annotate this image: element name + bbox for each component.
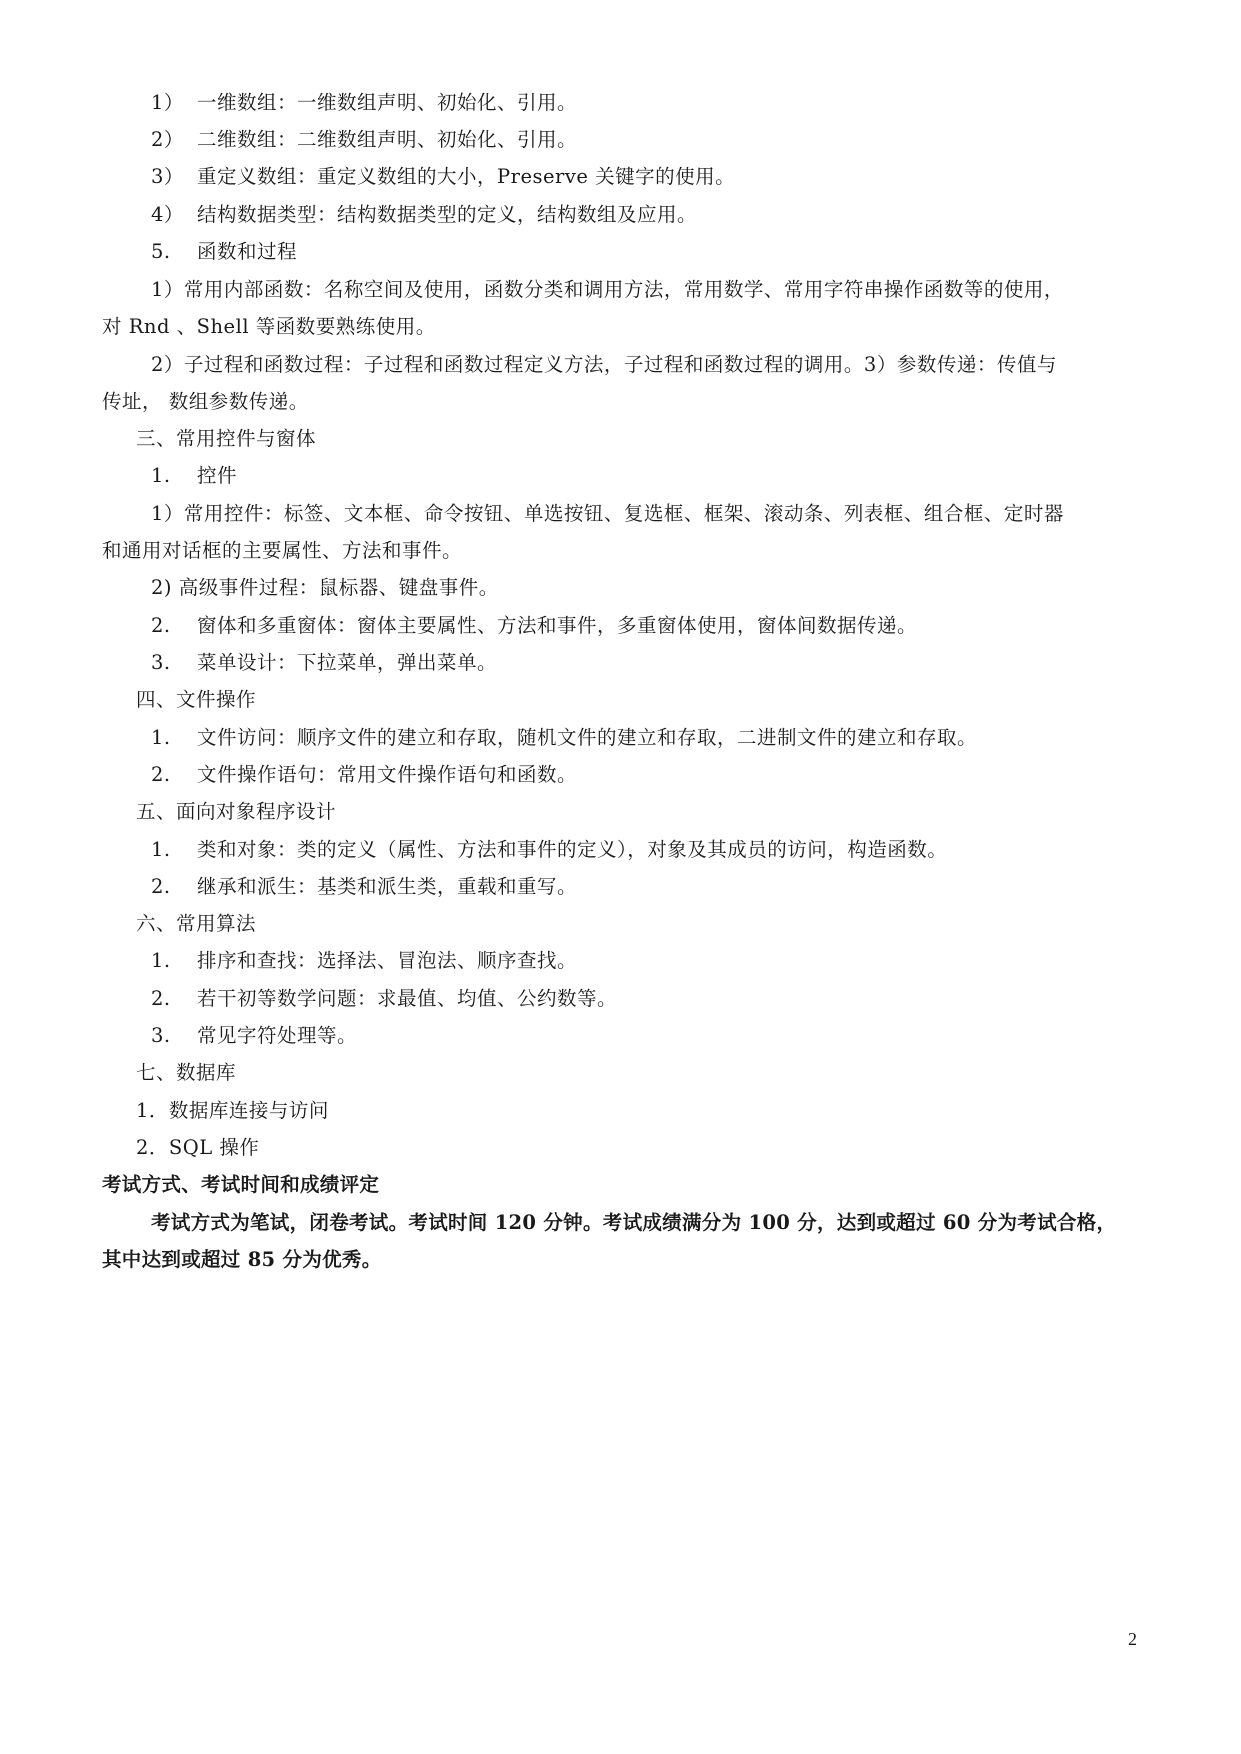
item-text: 1．数据库连接与访问 — [136, 1099, 329, 1122]
item-number: 2. — [151, 987, 171, 1010]
item-number: 1. — [151, 949, 171, 972]
list-item-array-2d — [151, 127, 577, 153]
paragraph-text: 传址， 数组参数传递。 — [102, 390, 309, 413]
item-text: 一维数组：一维数组声明、初始化、引用。 — [197, 91, 578, 114]
paragraph-exam-line-2 — [102, 1247, 382, 1273]
paragraph-text: 1）常用控件：标签、文本框、命令按钮、单选按钮、复选框、框架、滚动条、列表框、组合框、定时器 — [151, 502, 1064, 525]
heading-text: 六、常用算法 — [136, 912, 257, 935]
item-text: 若干初等数学问题：求最值、均值、公约数等。 — [197, 987, 618, 1010]
item-number: 5. — [151, 240, 171, 263]
item-number: 3. — [151, 1024, 171, 1047]
item-number: 3. — [151, 651, 171, 674]
item-number: 2. — [151, 875, 171, 898]
paragraph-text: 考试方式为笔试，闭卷考试。考试时间 120 分钟。考试成绩满分为 100 分，达到或超过 60 分为考试合格， — [151, 1211, 1117, 1234]
heading-file-operations — [136, 687, 256, 713]
section-functions-procedures — [151, 239, 297, 265]
paragraph-text: 其中达到或超过 85 分为优秀。 — [102, 1248, 382, 1271]
item-number: 1） — [151, 91, 184, 114]
paragraph-text: 2) 高级事件过程：鼠标器、键盘事件。 — [151, 576, 499, 599]
item-text: 文件访问：顺序文件的建立和存取，随机文件的建立和存取，二进制文件的建立和存取。 — [197, 726, 978, 749]
heading-text: 三、常用控件与窗体 — [136, 427, 317, 450]
item-number: 2. — [151, 763, 171, 786]
item-text: 类和对象：类的定义（属性、方法和事件的定义），对象及其成员的访问，构造函数。 — [197, 838, 948, 861]
paragraph-text: 对 Rnd 、Shell 等函数要熟练使用。 — [102, 315, 436, 338]
item-number: 1. — [151, 838, 171, 861]
heading-algorithms — [136, 911, 256, 937]
heading-controls-forms — [136, 426, 316, 452]
list-item-array-1d — [151, 90, 577, 116]
heading-text: 七、数据库 — [136, 1061, 237, 1084]
item-text: 结构数据类型：结构数据类型的定义，结构数组及应用。 — [197, 203, 698, 226]
list-item-sql — [136, 1135, 259, 1161]
paragraph-builtin-functions — [151, 277, 1064, 303]
paragraph-common-controls — [151, 501, 1064, 527]
item-text: 函数和过程 — [197, 240, 298, 263]
paragraph-advanced-events — [151, 575, 499, 601]
item-text: 文件操作语句：常用文件操作语句和函数。 — [197, 763, 578, 786]
item-number: 2） — [151, 128, 184, 151]
page-number: 2 — [1128, 1629, 1137, 1649]
item-number: 1. — [151, 464, 171, 487]
item-text: 窗体和多重窗体：窗体主要属性、方法和事件，多重窗体使用，窗体间数据传递。 — [197, 614, 918, 637]
list-item-sort-search — [151, 948, 577, 974]
heading-database — [136, 1060, 236, 1086]
heading-text: 五、面向对象程序设计 — [136, 800, 337, 823]
paragraph-builtin-functions-cont — [102, 314, 436, 340]
heading-text: 四、文件操作 — [136, 688, 257, 711]
heading-exam — [102, 1172, 379, 1198]
paragraph-sub-procedures-cont — [102, 389, 309, 415]
paragraph-exam-line-1 — [151, 1210, 1116, 1236]
list-item-struct-type — [151, 202, 697, 228]
item-number: 4） — [151, 203, 184, 226]
paragraph-sub-procedures — [151, 352, 1057, 378]
heading-oop — [136, 799, 336, 825]
list-item-db-connection — [136, 1098, 329, 1124]
paragraph-text: 和通用对话框的主要属性、方法和事件。 — [102, 539, 463, 562]
paragraph-common-controls-cont — [102, 538, 462, 564]
list-item-redim-array — [151, 164, 735, 190]
item-text: 二维数组：二维数组声明、初始化、引用。 — [197, 128, 578, 151]
item-text: 2．SQL 操作 — [136, 1136, 260, 1159]
item-text: 继承和派生：基类和派生类，重载和重写。 — [197, 875, 578, 898]
list-item-inheritance — [151, 874, 577, 900]
item-text: 排序和查找：选择法、冒泡法、顺序查找。 — [197, 949, 578, 972]
list-item-classes-objects — [151, 837, 947, 863]
item-number: 2. — [151, 614, 171, 637]
paragraph-text: 2）子过程和函数过程：子过程和函数过程定义方法，子过程和函数过程的调用。3）参数传递：传值与 — [151, 353, 1057, 376]
item-text: 常见字符处理等。 — [197, 1024, 358, 1047]
list-item-string-processing — [151, 1023, 357, 1049]
item-number: 1. — [151, 726, 171, 749]
subheading-controls — [151, 463, 237, 489]
heading-text: 考试方式、考试时间和成绩评定 — [102, 1173, 380, 1196]
list-item-file-access — [151, 725, 977, 751]
list-item-file-statements — [151, 762, 577, 788]
paragraph-text: 1）常用内部函数：名称空间及使用，函数分类和调用方法，常用数学、常用字符串操作函数等的使用， — [151, 278, 1064, 301]
item-text: 控件 — [197, 464, 238, 487]
list-item-menu-design — [151, 650, 497, 676]
list-item-math-problems — [151, 986, 617, 1012]
item-text: 重定义数组：重定义数组的大小，Preserve 关键字的使用。 — [197, 165, 736, 188]
item-number: 3） — [151, 165, 184, 188]
item-text: 菜单设计：下拉菜单，弹出菜单。 — [197, 651, 498, 674]
list-item-forms — [151, 613, 917, 639]
